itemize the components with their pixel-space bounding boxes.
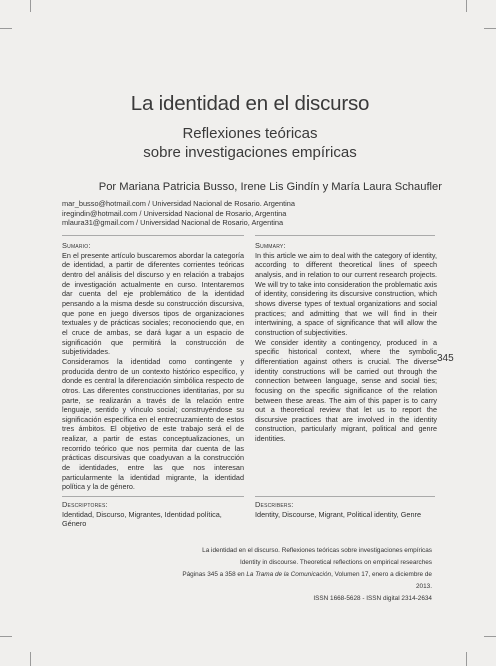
article-subtitle-line2: sobre investigaciones empíricas xyxy=(143,144,357,161)
summary-heading: Summary: xyxy=(255,241,286,250)
section-divider xyxy=(62,235,244,236)
descriptores-text: Identidad, Discurso, Migrantes, Identidad política, Género xyxy=(62,509,222,529)
footer-line: Identity in discourse. Theoretical reflections on empirical researches xyxy=(239,559,432,566)
crop-mark xyxy=(484,28,496,29)
footer-pages: Páginas 345 a 358 en xyxy=(182,571,247,578)
summary-section xyxy=(255,241,437,444)
section-divider xyxy=(255,235,435,236)
sumario-heading: Sumario: xyxy=(62,241,91,250)
journal-name: La Trama de la Comunicación xyxy=(246,571,332,578)
sumario-paragraph: Consideramos la identidad como contingente y producida dentro de un contexto histórico específico, y donde es central la diferenciación simbólica respecto de otros. Las diferentes construcciones identitarias, por su parte, se realizarán a través de la relación entre lenguaje, sentido y vínculo social; construyéndose su significación específica en el entrecruzamiento de estos tres ámbitos. El objetivo de este trabajo será el de realizar, a partir de estas conceptualizaciones, un recorrido teórico que nos permita dar cuenta de las prácticas discursivas que coadyuvan a la construcción de identidades, entre las que nos interesan particularmente la identidad migrante, la identidad política y la de género. xyxy=(62,356,244,492)
page-number: 345 xyxy=(437,353,454,364)
crop-mark xyxy=(30,0,31,12)
footer-line xyxy=(180,569,432,593)
section-divider xyxy=(62,496,244,497)
authors: Por Mariana Patricia Busso, Irene Lis Gindín y María Laura Schaufler xyxy=(98,181,442,193)
author-emails xyxy=(62,199,422,228)
describers-section xyxy=(255,500,440,519)
footer-line: La identidad en el discurso. Reflexiones teóricas sobre investigaciones empíricas xyxy=(202,547,432,554)
footer-issn: ISSN 1668-5628 - ISSN digital 2314-2634 xyxy=(313,595,432,602)
describers-heading: Describers: xyxy=(255,500,294,509)
footer-volume: , Volumen 17, enero a diciembre de 2013. xyxy=(331,571,432,590)
section-divider xyxy=(255,496,435,497)
author-email: iregindin@hotmail.com / Universidad Nacional de Rosario, Argentina xyxy=(62,208,287,218)
crop-mark xyxy=(0,636,12,637)
summary-paragraph: In this article we aim to deal with the category of identity, according to different theoretical lines of speech analysis, and in relation to our current research projects. We will try to take into consideration the problematic axis of identity, considering its discursive construction, which shows diverse types of textual organizations and social practices; and admitting that we will find in their intertwining, a space of significance that will allow the construction of subjectivities. xyxy=(255,250,438,337)
article-subtitle-line1: Reflexiones teóricas xyxy=(182,125,318,142)
descriptores-heading: Descriptores: xyxy=(62,500,108,509)
citation-footer xyxy=(180,545,432,605)
crop-mark xyxy=(0,28,12,29)
descriptores-section xyxy=(62,500,247,529)
author-email: mlaura31@gmail.com / Universidad Nacional de Rosario, Argentina xyxy=(62,218,284,228)
author-email: mar_busso@hotmail.com / Universidad Nacional de Rosario. Argentina xyxy=(62,199,296,208)
describers-text: Identity, Discourse, Migrant, Political identity, Genre xyxy=(255,509,422,519)
crop-mark xyxy=(466,652,467,666)
crop-mark xyxy=(484,636,496,637)
sumario-paragraph: En el presente artículo buscaremos abordar la categoría de identidad, a partir de diferentes corrientes teóricas dentro del análisis del discurso y en relación a trabajos de investigación actualmente en curso. Intentaremos dar cuenta del eje problemático de la identidad pensando a la misma desde su construcción discursiva, que pone en juego diversos tipos de organizaciones textuales y de prácticas sociales; reconociendo que, en el cruce de ambas, se dará lugar a un espacio de significación que permitirá la construcción de subjetividades. xyxy=(62,250,244,357)
article-title: La identidad en el discurso xyxy=(130,92,370,115)
summary-paragraph: We consider identity a contingency, produced in a specific historical context, where the symbolic differentiation against others is crucial. The diverse identity constructions will be carried out through the connection between language, sense and social ties; focusing on the specific significance of the relation between these areas. The aim of this paper is to carry out a theoretical review that let us to report the discursive practices that are involved in the identity construction, particularly migrant, political and genre identities. xyxy=(255,337,437,444)
sumario-section xyxy=(62,241,244,492)
crop-mark xyxy=(30,652,31,666)
crop-mark xyxy=(466,0,467,12)
